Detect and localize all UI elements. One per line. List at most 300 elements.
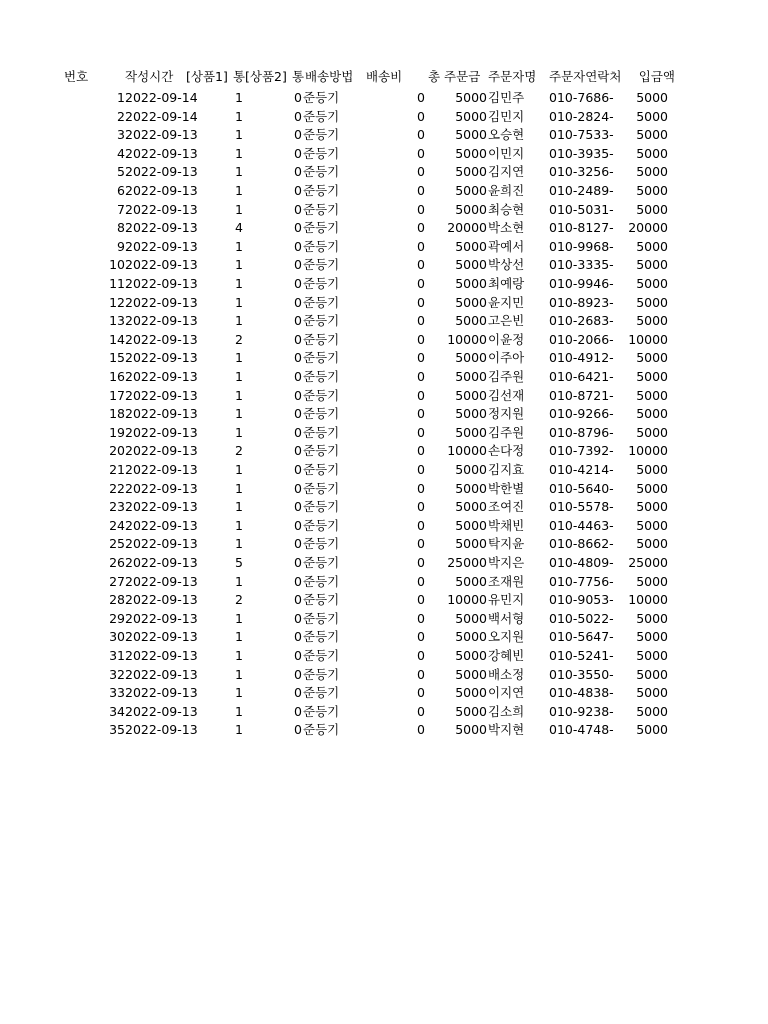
- row-product2-qty: 0: [294, 703, 302, 719]
- row-total: 5000: [455, 183, 487, 198]
- row-number: 15: [109, 350, 125, 366]
- row-product1-qty: 1: [235, 648, 243, 663]
- row-shipping-fee: 0: [417, 108, 425, 124]
- row-customer-name: 김선재: [488, 387, 525, 403]
- row-total: 5000: [455, 145, 487, 161]
- row-paid-amount: 5000: [636, 183, 668, 198]
- row-product2-qty: 0: [294, 406, 302, 422]
- header-product1: [상품1]: [186, 69, 228, 84]
- row-total: 5000: [455, 201, 487, 217]
- row-written-time: 2022-09-13: [125, 685, 198, 701]
- row-number: 24: [109, 517, 125, 533]
- row-paid-amount: 10000: [628, 592, 668, 608]
- row-product1-qty: 1: [235, 164, 243, 180]
- row-product1-qty: 1: [235, 610, 243, 626]
- table-row: [0, 683, 768, 702]
- row-customer-phone: 010-2066-: [549, 331, 614, 347]
- row-product2-qty: 0: [294, 443, 302, 459]
- row-total: 5000: [455, 722, 487, 738]
- row-paid-amount: 10000: [628, 331, 668, 347]
- row-product1-qty: 1: [235, 90, 243, 105]
- row-shipping-fee: 0: [417, 462, 425, 477]
- row-paid-amount: 5000: [636, 257, 668, 273]
- row-shipping-fee: 0: [417, 610, 425, 626]
- row-customer-phone: 010-5640-: [549, 480, 614, 496]
- table-row: [0, 348, 768, 367]
- header-written-time: 작성시간: [125, 69, 174, 84]
- row-shipping-fee: 0: [417, 313, 425, 329]
- row-shipping-method: 준등기: [303, 183, 340, 198]
- row-shipping-fee: 0: [417, 573, 425, 589]
- table-row: [0, 386, 768, 405]
- row-written-time: 2022-09-13: [125, 610, 198, 626]
- row-paid-amount: 5000: [636, 350, 668, 366]
- row-total: 5000: [455, 257, 487, 273]
- row-product2-qty: 0: [294, 201, 302, 217]
- row-total: 10000: [447, 443, 487, 459]
- row-written-time: 2022-09-13: [125, 145, 198, 161]
- row-customer-name: 손다정: [488, 443, 525, 459]
- row-product1-qty: 1: [235, 238, 243, 254]
- row-total: 5000: [455, 517, 487, 533]
- row-product1-qty: 1: [235, 517, 243, 533]
- header-shipping-fee: 배송비: [366, 69, 403, 84]
- header-product2-qty: 통: [292, 69, 305, 84]
- table-row: [0, 423, 768, 442]
- row-product1-qty: 1: [235, 145, 243, 161]
- row-customer-name: 이지연: [488, 685, 525, 701]
- row-product2-qty: 0: [294, 424, 302, 440]
- row-written-time: 2022-09-13: [125, 499, 198, 515]
- row-customer-name: 박지은: [488, 555, 525, 570]
- table-row: [0, 404, 768, 423]
- row-number: 35: [109, 722, 125, 738]
- row-product2-qty: 0: [294, 276, 302, 291]
- table-row: [0, 367, 768, 386]
- row-written-time: 2022-09-13: [125, 183, 198, 198]
- table-row: [0, 293, 768, 312]
- row-customer-name: 조재원: [488, 573, 525, 589]
- row-total: 25000: [447, 555, 487, 570]
- row-product2-qty: 0: [294, 462, 302, 477]
- table-row: [0, 255, 768, 274]
- row-paid-amount: 20000: [628, 220, 668, 236]
- row-customer-name: 오지원: [488, 629, 525, 645]
- row-paid-amount: 5000: [636, 387, 668, 403]
- row-number: 4: [117, 145, 125, 161]
- row-customer-phone: 010-5241-: [549, 648, 614, 663]
- row-customer-phone: 010-5578-: [549, 499, 614, 515]
- row-customer-name: 최예랑: [488, 276, 525, 291]
- row-paid-amount: 25000: [628, 555, 668, 570]
- row-product2-qty: 0: [294, 238, 302, 254]
- row-shipping-fee: 0: [417, 294, 425, 310]
- table-row: [0, 572, 768, 591]
- row-shipping-method: 준등기: [303, 164, 340, 180]
- row-customer-name: 박한별: [488, 480, 525, 496]
- row-paid-amount: 5000: [636, 462, 668, 477]
- row-customer-phone: 010-9946-: [549, 276, 614, 291]
- row-total: 10000: [447, 592, 487, 608]
- row-customer-phone: 010-2824-: [549, 108, 614, 124]
- row-customer-phone: 010-3935-: [549, 145, 614, 161]
- row-product2-qty: 0: [294, 220, 302, 236]
- row-product2-qty: 0: [294, 592, 302, 608]
- row-product2-qty: 0: [294, 610, 302, 626]
- header-paid-amount: 입금액: [638, 69, 675, 84]
- row-customer-phone: 010-4748-: [549, 722, 614, 738]
- row-paid-amount: 5000: [636, 517, 668, 533]
- row-customer-phone: 010-3335-: [549, 257, 614, 273]
- row-shipping-method: 준등기: [303, 536, 340, 552]
- row-product1-qty: 1: [235, 462, 243, 477]
- row-shipping-fee: 0: [417, 517, 425, 533]
- row-total: 5000: [455, 164, 487, 180]
- row-total: 5000: [455, 313, 487, 329]
- row-total: 5000: [455, 127, 487, 143]
- row-number: 17: [109, 387, 125, 403]
- row-shipping-fee: 0: [417, 201, 425, 217]
- row-shipping-method: 준등기: [303, 610, 340, 626]
- row-number: 20: [109, 443, 125, 459]
- row-paid-amount: 5000: [636, 201, 668, 217]
- row-shipping-fee: 0: [417, 703, 425, 719]
- row-product2-qty: 0: [294, 331, 302, 347]
- row-written-time: 2022-09-13: [125, 703, 198, 719]
- row-number: 34: [109, 703, 125, 719]
- row-total: 5000: [455, 610, 487, 626]
- table-row: [0, 534, 768, 553]
- row-written-time: 2022-09-13: [125, 257, 198, 273]
- row-customer-phone: 010-4912-: [549, 350, 614, 366]
- row-product2-qty: 0: [294, 629, 302, 645]
- table-row: [0, 609, 768, 628]
- row-customer-name: 백서형: [488, 610, 525, 626]
- row-product2-qty: 0: [294, 722, 302, 738]
- row-customer-name: 김지연: [488, 164, 525, 180]
- row-customer-name: 조여진: [488, 499, 525, 515]
- row-customer-name: 강혜빈: [488, 648, 525, 663]
- row-total: 5000: [455, 369, 487, 384]
- row-customer-name: 김주원: [488, 424, 525, 440]
- row-written-time: 2022-09-13: [125, 462, 198, 477]
- row-customer-phone: 010-4809-: [549, 555, 614, 570]
- row-shipping-method: 준등기: [303, 331, 340, 347]
- row-written-time: 2022-09-13: [125, 666, 198, 682]
- row-customer-phone: 010-2489-: [549, 183, 614, 198]
- row-product1-qty: 1: [235, 424, 243, 440]
- row-customer-name: 김민지: [488, 108, 525, 124]
- table-row: [0, 144, 768, 163]
- row-total: 5000: [455, 108, 487, 124]
- row-product2-qty: 0: [294, 294, 302, 310]
- row-customer-name: 박채빈: [488, 517, 525, 533]
- table-row: [0, 702, 768, 721]
- table-row: [0, 646, 768, 665]
- row-product2-qty: 0: [294, 685, 302, 701]
- header-product2: [상품2]: [245, 69, 287, 84]
- row-customer-name: 유민지: [488, 592, 525, 608]
- row-product2-qty: 0: [294, 666, 302, 682]
- row-written-time: 2022-09-13: [125, 480, 198, 496]
- row-written-time: 2022-09-13: [125, 201, 198, 217]
- row-customer-name: 탁지윤: [488, 536, 525, 552]
- table-row: [0, 553, 768, 572]
- row-customer-name: 박소현: [488, 220, 525, 236]
- row-written-time: 2022-09-13: [125, 313, 198, 329]
- row-number: 13: [109, 313, 125, 329]
- row-customer-name: 윤희진: [488, 183, 525, 198]
- row-product1-qty: 1: [235, 313, 243, 329]
- row-paid-amount: 5000: [636, 666, 668, 682]
- row-number: 14: [109, 331, 125, 347]
- row-shipping-method: 준등기: [303, 443, 340, 459]
- row-product2-qty: 0: [294, 480, 302, 496]
- row-shipping-method: 준등기: [303, 238, 340, 254]
- row-paid-amount: 5000: [636, 610, 668, 626]
- row-shipping-method: 준등기: [303, 90, 340, 105]
- row-product1-qty: 1: [235, 499, 243, 515]
- table-row: [0, 720, 768, 739]
- row-written-time: 2022-09-13: [125, 536, 198, 552]
- row-shipping-method: 준등기: [303, 127, 340, 143]
- row-written-time: 2022-09-13: [125, 573, 198, 589]
- row-total: 5000: [455, 238, 487, 254]
- row-product2-qty: 0: [294, 257, 302, 273]
- row-written-time: 2022-09-13: [125, 294, 198, 310]
- row-shipping-method: 준등기: [303, 517, 340, 533]
- row-total: 10000: [447, 331, 487, 347]
- row-number: 25: [109, 536, 125, 552]
- row-number: 12: [109, 294, 125, 310]
- row-customer-phone: 010-7756-: [549, 573, 614, 589]
- row-shipping-method: 준등기: [303, 499, 340, 515]
- table-row: [0, 162, 768, 181]
- row-product1-qty: 2: [235, 592, 243, 608]
- row-product1-qty: 5: [235, 555, 243, 570]
- row-product2-qty: 0: [294, 350, 302, 366]
- row-shipping-fee: 0: [417, 350, 425, 366]
- row-product1-qty: 1: [235, 294, 243, 310]
- row-written-time: 2022-09-14: [125, 108, 198, 124]
- row-number: 29: [109, 610, 125, 626]
- table-row: [0, 311, 768, 330]
- row-product1-qty: 1: [235, 629, 243, 645]
- row-shipping-fee: 0: [417, 499, 425, 515]
- row-shipping-fee: 0: [417, 257, 425, 273]
- row-product2-qty: 0: [294, 90, 302, 105]
- row-shipping-fee: 0: [417, 145, 425, 161]
- row-product2-qty: 0: [294, 183, 302, 198]
- row-number: 21: [109, 462, 125, 477]
- row-number: 7: [117, 201, 125, 217]
- table-row: [0, 200, 768, 219]
- row-customer-phone: 010-7392-: [549, 443, 614, 459]
- row-total: 5000: [455, 666, 487, 682]
- row-written-time: 2022-09-13: [125, 331, 198, 347]
- row-product1-qty: 1: [235, 685, 243, 701]
- table-row: [0, 237, 768, 256]
- header-no: 번호: [64, 69, 89, 84]
- row-customer-name: 배소정: [488, 666, 525, 682]
- row-customer-phone: 010-4838-: [549, 685, 614, 701]
- row-customer-phone: 010-9053-: [549, 592, 614, 608]
- table-row: [0, 274, 768, 293]
- row-customer-phone: 010-3550-: [549, 666, 614, 682]
- row-product1-qty: 1: [235, 276, 243, 291]
- row-product2-qty: 0: [294, 555, 302, 570]
- row-customer-phone: 010-5022-: [549, 610, 614, 626]
- row-number: 11: [109, 276, 125, 291]
- table-row: [0, 497, 768, 516]
- row-customer-phone: 010-9238-: [549, 703, 614, 719]
- row-number: 31: [109, 648, 125, 663]
- row-product1-qty: 1: [235, 536, 243, 552]
- row-customer-phone: 010-7533-: [549, 127, 614, 143]
- row-shipping-method: 준등기: [303, 480, 340, 496]
- row-product2-qty: 0: [294, 127, 302, 143]
- row-customer-phone: 010-4463-: [549, 517, 614, 533]
- row-total: 5000: [455, 350, 487, 366]
- row-customer-phone: 010-7686-: [549, 90, 614, 105]
- row-total: 5000: [455, 406, 487, 422]
- row-number: 32: [109, 666, 125, 682]
- row-shipping-method: 준등기: [303, 220, 340, 236]
- row-product2-qty: 0: [294, 648, 302, 663]
- row-shipping-fee: 0: [417, 406, 425, 422]
- row-total: 5000: [455, 90, 487, 105]
- row-number: 8: [117, 220, 125, 236]
- row-product2-qty: 0: [294, 517, 302, 533]
- row-total: 5000: [455, 294, 487, 310]
- row-shipping-method: 준등기: [303, 722, 340, 738]
- header-row: [0, 67, 768, 86]
- row-paid-amount: 5000: [636, 276, 668, 291]
- row-shipping-fee: 0: [417, 629, 425, 645]
- row-paid-amount: 5000: [636, 685, 668, 701]
- row-shipping-method: 준등기: [303, 424, 340, 440]
- header-total: 총 주문금: [428, 69, 481, 84]
- row-shipping-method: 준등기: [303, 201, 340, 217]
- row-paid-amount: 5000: [636, 90, 668, 105]
- row-number: 6: [117, 183, 125, 198]
- row-customer-phone: 010-5031-: [549, 201, 614, 217]
- row-product1-qty: 1: [235, 480, 243, 496]
- row-shipping-fee: 0: [417, 443, 425, 459]
- table-row: [0, 665, 768, 684]
- row-product2-qty: 0: [294, 145, 302, 161]
- row-written-time: 2022-09-13: [125, 648, 198, 663]
- row-shipping-fee: 0: [417, 685, 425, 701]
- row-number: 28: [109, 592, 125, 608]
- row-product2-qty: 0: [294, 369, 302, 384]
- header-customer-phone: 주문자연락처: [549, 69, 622, 84]
- row-product1-qty: 1: [235, 722, 243, 738]
- row-customer-name: 곽예서: [488, 238, 525, 254]
- row-product1-qty: 1: [235, 183, 243, 198]
- table-row: [0, 181, 768, 200]
- row-total: 5000: [455, 499, 487, 515]
- row-paid-amount: 5000: [636, 294, 668, 310]
- table-row: [0, 107, 768, 126]
- row-shipping-method: 준등기: [303, 387, 340, 403]
- row-total: 5000: [455, 276, 487, 291]
- row-shipping-fee: 0: [417, 331, 425, 347]
- row-shipping-fee: 0: [417, 592, 425, 608]
- row-customer-name: 김주원: [488, 369, 525, 384]
- row-paid-amount: 5000: [636, 369, 668, 384]
- row-shipping-fee: 0: [417, 164, 425, 180]
- row-paid-amount: 5000: [636, 629, 668, 645]
- row-number: 26: [109, 555, 125, 570]
- row-shipping-method: 준등기: [303, 592, 340, 608]
- row-paid-amount: 5000: [636, 406, 668, 422]
- row-paid-amount: 5000: [636, 127, 668, 143]
- row-shipping-method: 준등기: [303, 369, 340, 384]
- row-product2-qty: 0: [294, 573, 302, 589]
- table-row: [0, 218, 768, 237]
- row-paid-amount: 5000: [636, 536, 668, 552]
- row-customer-phone: 010-8796-: [549, 424, 614, 440]
- header-shipping-method: 배송방법: [305, 69, 354, 84]
- row-product1-qty: 1: [235, 573, 243, 589]
- row-number: 2: [117, 108, 125, 124]
- row-product1-qty: 1: [235, 406, 243, 422]
- row-total: 5000: [455, 424, 487, 440]
- row-shipping-method: 준등기: [303, 555, 340, 570]
- row-product1-qty: 1: [235, 703, 243, 719]
- row-paid-amount: 5000: [636, 648, 668, 663]
- row-product1-qty: 1: [235, 127, 243, 143]
- row-number: 16: [109, 369, 125, 384]
- row-number: 18: [109, 406, 125, 422]
- row-customer-phone: 010-5647-: [549, 629, 614, 645]
- row-shipping-method: 준등기: [303, 648, 340, 663]
- row-product1-qty: 1: [235, 387, 243, 403]
- row-number: 22: [109, 480, 125, 496]
- row-written-time: 2022-09-13: [125, 350, 198, 366]
- row-shipping-fee: 0: [417, 555, 425, 570]
- row-shipping-fee: 0: [417, 183, 425, 198]
- header-customer-name: 주문자명: [488, 69, 537, 84]
- row-shipping-method: 준등기: [303, 629, 340, 645]
- row-shipping-method: 준등기: [303, 313, 340, 329]
- row-product1-qty: 1: [235, 350, 243, 366]
- table-row: [0, 125, 768, 144]
- row-shipping-fee: 0: [417, 127, 425, 143]
- row-shipping-method: 준등기: [303, 276, 340, 291]
- row-shipping-method: 준등기: [303, 703, 340, 719]
- table-row: [0, 460, 768, 479]
- row-paid-amount: 5000: [636, 313, 668, 329]
- row-paid-amount: 5000: [636, 164, 668, 180]
- row-written-time: 2022-09-14: [125, 90, 198, 105]
- row-product1-qty: 2: [235, 443, 243, 459]
- row-shipping-fee: 0: [417, 387, 425, 403]
- row-product1-qty: 1: [235, 201, 243, 217]
- row-product1-qty: 2: [235, 331, 243, 347]
- row-product2-qty: 0: [294, 108, 302, 124]
- row-number: 9: [117, 238, 125, 254]
- row-customer-phone: 010-2683-: [549, 313, 614, 329]
- row-customer-name: 고은빈: [488, 313, 525, 329]
- row-paid-amount: 5000: [636, 480, 668, 496]
- row-shipping-fee: 0: [417, 90, 425, 105]
- row-written-time: 2022-09-13: [125, 164, 198, 180]
- row-customer-phone: 010-9266-: [549, 406, 614, 422]
- row-number: 33: [109, 685, 125, 701]
- row-product2-qty: 0: [294, 387, 302, 403]
